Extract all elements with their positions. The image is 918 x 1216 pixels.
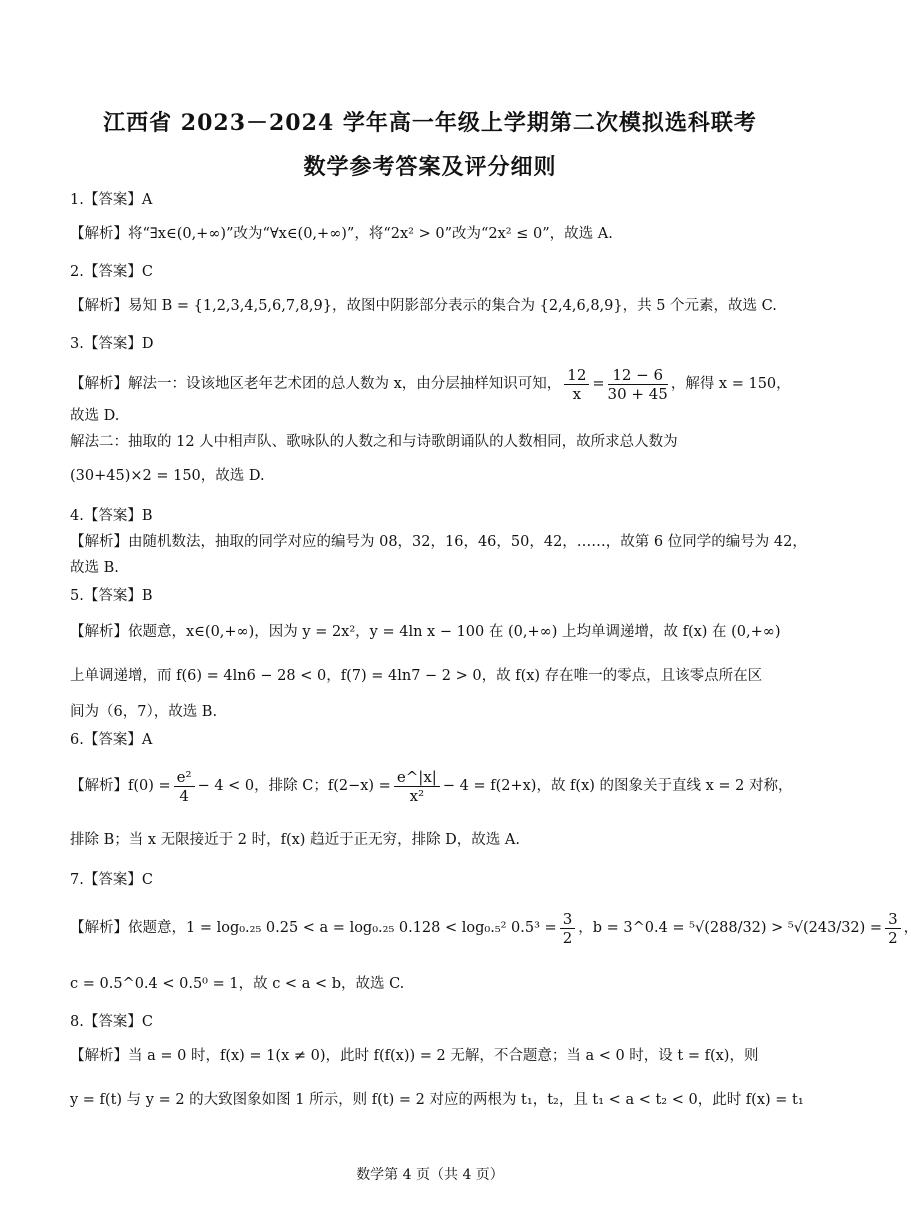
- explanation-7-line-2: c = 0.5^0.4 < 0.5⁰ = 1，故 c < a < b，故选 C.: [70, 976, 405, 992]
- explanation-5-line-2: 上单调递增，而 f(6) = 4ln6 − 28 < 0，f(7) = 4ln7 − 2 > 0，故 f(x) 存在唯一的零点，且该零点所在区: [70, 668, 763, 684]
- explanation-2-line-1: 【解析】易知 B = {1,2,3,4,5,6,7,8,9}，故图中阴影部分表示的集合为 {2,4,6,8,9}，共 5 个元素，故选 C.: [70, 298, 777, 314]
- document-title: 江西省 2023－2024 学年高一年级上学期第二次模拟选科联考: [103, 110, 757, 136]
- fraction-3-over-2-b: $\frac{3}{2}$: [885, 910, 901, 947]
- document-subtitle: 数学参考答案及评分细则: [303, 154, 557, 180]
- answer-6: 6.【答案】A: [70, 732, 153, 748]
- explanation-8-line-2: y = f(t) 与 y = 2 的大致图象如图 1 所示，则 f(t) = 2 对应的两根为 t₁，t₂，且 t₁ < a < t₂ < 0，此时 f(x) = t₁: [70, 1092, 804, 1108]
- fraction-e2-over-4: $\frac{\text{e²}}{4}$: [174, 768, 195, 805]
- explanation-4-line-2: 故选 B.: [70, 560, 119, 576]
- explanation-3-line-1: 【解析】解法一：设该地区老年艺术团的总人数为 x，由分层抽样知识可知， $\frac{12}{x}$ = $\frac{12 - 6}{30 + 45}$ ，解得 x = 150，: [70, 365, 791, 403]
- explanation-3-tail: ，解得 x = 150，: [670, 376, 791, 392]
- explanation-7-line-1: 【解析】依题意，1 = log₀.₂₅ 0.25 < a = log₀.₂₅ 0.128 < log₀.₅² 0.5³ = $\frac{3}{2}$ ，b = 3^0.4 = ⁵√(288/32) > ⁵√(243/32) = $\frac{3}{2}$ ，: [70, 909, 918, 947]
- answer-8: 8.【答案】C: [70, 1014, 153, 1030]
- explanation-3-line-3: 解法二：抽取的 12 人中相声队、歌咏队的人数之和与诗歌朗诵队的人数相同，故所求总人数为: [70, 434, 678, 450]
- answer-1: 1.【答案】A: [70, 192, 153, 208]
- answer-7: 7.【答案】C: [70, 872, 153, 888]
- explanation-3-line-2: 故选 D.: [70, 408, 120, 424]
- answer-5: 5.【答案】B: [70, 588, 153, 604]
- explanation-8-line-1: 【解析】当 a = 0 时，f(x) = 1(x ≠ 0)，此时 f(f(x)) = 2 无解，不合题意；当 a < 0 时，设 t = f(x)，则: [70, 1048, 759, 1064]
- explanation-5-line-3: 间为（6，7），故选 B.: [70, 704, 218, 720]
- explanation-3-text: 【解析】解法一：设该地区老年艺术团的总人数为 x，由分层抽样知识可知，: [70, 376, 562, 392]
- answer-4: 4.【答案】B: [70, 508, 153, 524]
- explanation-6-line-2: 排除 B；当 x 无限接近于 2 时，f(x) 趋近于正无穷，排除 D，故选 A.: [70, 832, 520, 848]
- page-footer: 数学第 4 页（共 4 页）: [356, 1167, 504, 1183]
- explanation-3-line-4: (30+45)×2 = 150，故选 D.: [70, 468, 265, 484]
- fraction-e-abs-x-over-x2: $\frac{e\^{}|x|}{\text{x²}}$: [394, 768, 440, 805]
- fraction-3-over-2-a: $\frac{3}{2}$: [560, 910, 576, 947]
- fraction-12-over-x: $\frac{12}{x}$: [564, 366, 589, 403]
- explanation-5-line-1: 【解析】依题意，x∈(0,+∞)，因为 y = 2x²，y = 4ln x − 100 在 (0,+∞) 上均单调递增，故 f(x) 在 (0,+∞): [70, 624, 781, 640]
- explanation-6-line-1: 【解析】f(0) = $\frac{\text{e²}}{4}$ − 4 < 0，排除 C；f(2−x) = $\frac{e\^{}|x|}{\text{x²}}$ − 4 = f(2+x)，故 f(x) 的图象关于直线 x = 2 对称，: [70, 767, 793, 805]
- explanation-1-line-1: 【解析】将“∃x∈(0,+∞)”改为“∀x∈(0,+∞)”，将“2x² > 0”改为“2x² ≤ 0”，故选 A.: [70, 226, 613, 242]
- answer-3: 3.【答案】D: [70, 336, 154, 352]
- answer-2: 2.【答案】C: [70, 264, 153, 280]
- fraction-12-6-over-75: $\frac{12 - 6}{30 + 45}$: [607, 365, 668, 403]
- explanation-4-line-1: 【解析】由随机数法，抽取的同学对应的编号为 08，32，16，46，50，42，……，故第 6 位同学的编号为 42，: [70, 534, 807, 550]
